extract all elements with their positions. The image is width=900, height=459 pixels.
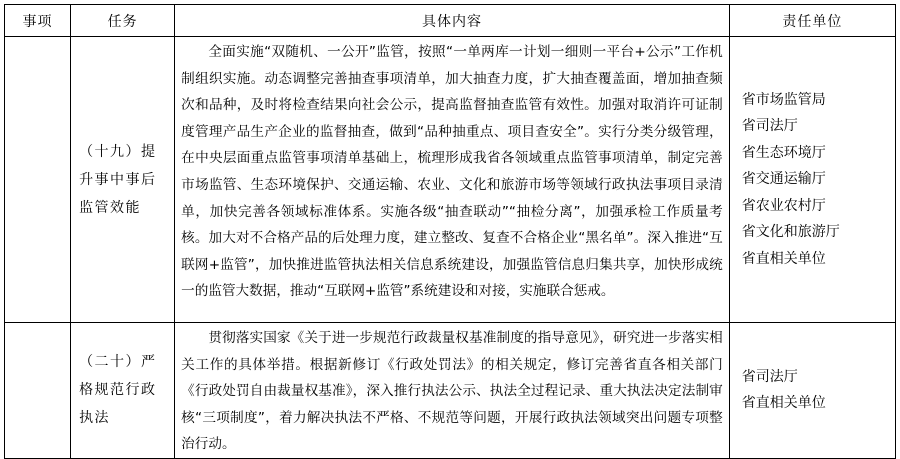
responsible-unit-cell	[729, 37, 895, 323]
header-item: 事项	[5, 5, 71, 37]
header-content: 具体内容	[175, 5, 730, 37]
table-row	[5, 37, 896, 323]
task-cell: （二十）严格规范行政执法	[71, 323, 175, 459]
item-cell	[5, 37, 71, 323]
content-cell	[175, 323, 730, 459]
content-text: 贯彻落实国家《关于进一步规范行政裁量权基准制度的指导意见》，研究进一步落实相关工作的具体举措。根据新修订《行政处罚法》的相关规定，修订完善省直各相关部门《行政处罚自由裁量权基准》，深入推行执法公示、执法全过程记录、重大执法决定法制审核“三项制度”，着力解决执法不严格、不规范等问题，开展行政执法领域突出问题专项整治行动。	[181, 330, 723, 453]
unit-name: 省直相关单位	[741, 395, 826, 412]
unit-name: 省直相关单位	[741, 250, 826, 267]
responsible-unit-cell	[729, 323, 895, 459]
unit-name: 省市场监管局	[741, 91, 826, 108]
task-cell: （十九）提升事中事后监管效能	[71, 37, 175, 323]
unit-name: 省文化和旅游厅	[741, 224, 840, 241]
header-responsible-unit: 责任单位	[729, 5, 895, 37]
task-table	[4, 4, 896, 459]
header-task: 任务	[71, 5, 175, 37]
unit-name: 省生态环境厅	[741, 144, 826, 161]
unit-name: 省交通运输厅	[741, 171, 826, 188]
table-row	[5, 323, 896, 459]
content-text: 全面实施“双随机、一公开”监管，按照“一单两库一计划一细则一平台+公示”工作机制组织实施。动态调整完善抽查事项清单，加大抽查力度，扩大抽查覆盖面，增加抽查频次和品种，及时将检查结果向社会公示，提高监督抽查监管有效性。加强对取消许可证制度管理产品生产企业的监督抽查，做到“品种抽重点、项目查安全”。实行分类分级管理，在中央层面重点监管事项清单基础上，梳理形成我省各领域重点监管事项清单，制定完善市场监管、生态环境保护、交通运输、农业、文化和旅游市场等领域行政执法事项目录清单，加快完善各领域标准体系。实施各级“抽查联动”“抽检分离”，加强承检工作质量考核。加大对不合格产品的后处理力度，建立整改、复查不合格企业“黑名单”。深入推进“互联网+监管”，加快推进监管执法相关信息系统建设，加强监管信息归集共享，加快形成统一的监管大数据，推动“互联网+监管”系统建设和对接，实施联合惩戒。	[181, 44, 723, 300]
item-cell	[5, 323, 71, 459]
unit-name: 省司法厅	[741, 368, 798, 385]
content-cell	[175, 37, 730, 323]
unit-name: 省农业农村厅	[741, 197, 826, 214]
unit-name: 省司法厅	[741, 118, 798, 135]
table-header-row	[5, 5, 896, 37]
